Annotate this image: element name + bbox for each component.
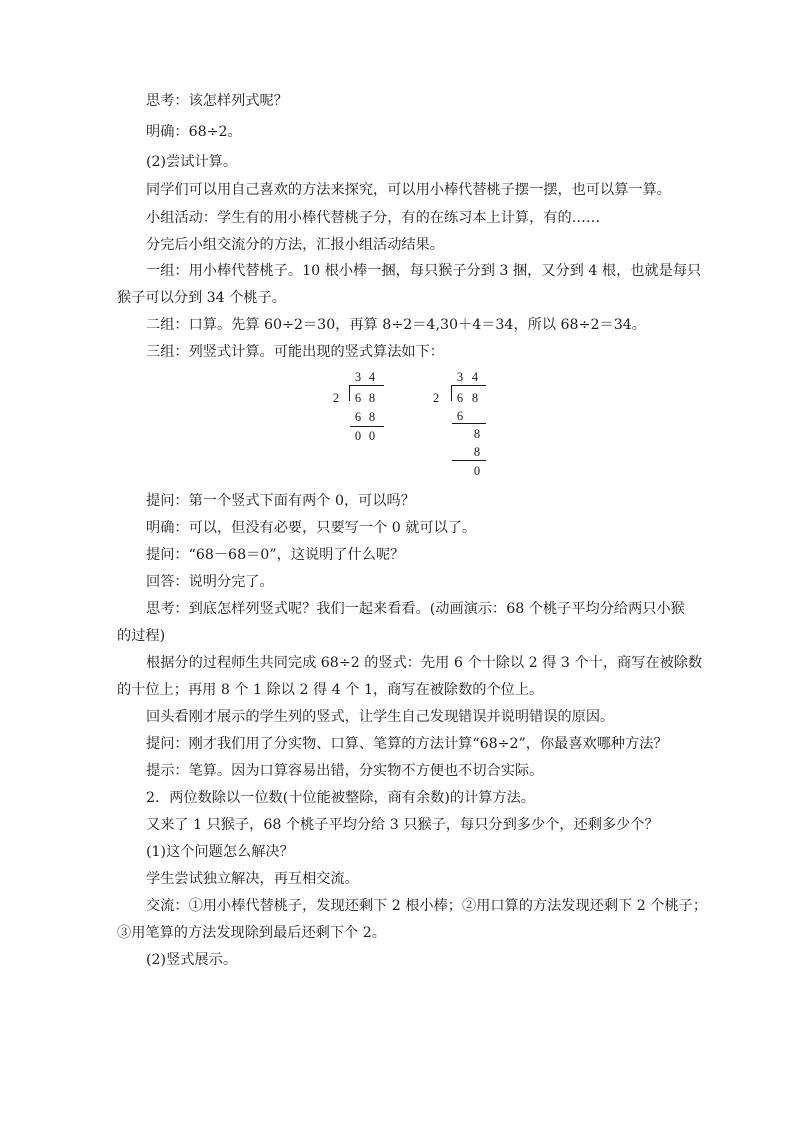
subtraction-line xyxy=(452,460,486,461)
partial-product-digit: 6 xyxy=(456,409,464,423)
paragraph: ③用笔算的方法发现除到最后还剩下个 2。 xyxy=(117,925,386,941)
section-heading: 2．两位数除以一位数(十位能被整除，商有余数)的计算方法。 xyxy=(146,790,535,806)
remainder-digit: 0 xyxy=(368,429,376,443)
long-division-1 xyxy=(330,368,400,448)
partial-product-digit: 8 xyxy=(473,445,481,459)
paragraph: 分完后小组交流分的方法，汇报小组活动结果。 xyxy=(146,237,444,253)
paragraph: 提问：第一个竖式下面有两个 0，可以吗？ xyxy=(146,493,415,509)
paragraph: 的过程) xyxy=(117,628,166,644)
division-bracket xyxy=(349,385,350,401)
quotient-digit: 3 xyxy=(354,370,362,384)
carried-digit: 8 xyxy=(473,427,481,441)
quotient-digit: 4 xyxy=(368,370,376,384)
divisor: 2 xyxy=(432,391,440,405)
paragraph: 提问：刚才我们用了分实物、口算、笔算的方法计算“68÷2”，你最喜欢哪种方法？ xyxy=(146,736,668,752)
paragraph: 回答：说明分完了。 xyxy=(146,574,274,590)
paragraph: 又来了 1 只猴子，68 个桃子平均分给 3 只猴子，每只分到多少个，还剩多少个？ xyxy=(146,817,659,833)
subtraction-line xyxy=(452,423,486,424)
quotient-digit: 3 xyxy=(456,370,464,384)
division-bracket xyxy=(451,385,452,401)
paragraph: (2)尝试计算。 xyxy=(146,154,238,170)
dividend-digit: 8 xyxy=(368,391,376,405)
dividend-digit: 8 xyxy=(471,391,479,405)
paragraph: (1)这个问题怎么解决？ xyxy=(146,844,294,860)
product-digit: 8 xyxy=(368,410,376,424)
dividend-digit: 6 xyxy=(456,391,464,405)
paragraph: 提问：“68－68＝0”，这说明了什么呢？ xyxy=(146,547,405,563)
paragraph: 学生尝试独立解决，再互相交流。 xyxy=(146,871,359,887)
paragraph: 的十位上；再用 8 个 1 除以 2 得 4 个 1，商写在被除数的个位上。 xyxy=(117,682,544,698)
division-bar xyxy=(452,385,486,386)
product-digit: 6 xyxy=(354,410,362,424)
remainder-digit: 0 xyxy=(354,429,362,443)
paragraph: 根据分的过程师生共同完成 68÷2 的竖式：先用 6 个十除以 2 得 3 个十，商写在被除数 xyxy=(146,655,703,671)
paragraph: 思考：到底怎样列竖式呢？我们一起来看看。(动画演示：68 个桃子平均分给两只小猴 xyxy=(146,601,685,617)
subtraction-line xyxy=(350,426,384,427)
remainder-digit: 0 xyxy=(473,464,481,478)
paragraph: 猴子可以分到 34 个桃子。 xyxy=(117,290,286,306)
divisor: 2 xyxy=(332,391,340,405)
quotient-digit: 4 xyxy=(471,370,479,384)
paragraph: 明确：68÷2。 xyxy=(146,124,242,140)
paragraph: 同学们可以用自己喜欢的方法来探究，可以用小棒代替桃子摆一摆，也可以算一算。 xyxy=(146,182,671,198)
paragraph: 交流：①用小棒代替桃子，发现还剩下 2 根小棒；②用口算的方法发现还剩下 2 个桃子； xyxy=(146,898,708,914)
paragraph: (2)竖式展示。 xyxy=(146,952,238,968)
paragraph: 提示：笔算。因为口算容易出错，分实物不方便也不切合实际。 xyxy=(146,763,544,779)
paragraph: 回头看刚才展示的学生列的竖式，让学生自己发现错误并说明错误的原因。 xyxy=(146,709,615,725)
paragraph: 思考：该怎样列式呢？ xyxy=(146,93,288,109)
paragraph: 三组：列竖式计算。可能出现的竖式算法如下： xyxy=(146,344,444,360)
division-bar xyxy=(350,385,384,386)
paragraph: 明确：可以，但没有必要，只要写一个 0 就可以了。 xyxy=(146,520,477,536)
paragraph: 小组活动：学生有的用小棒代替桃子分，有的在练习本上计算，有的…… xyxy=(146,210,601,226)
dividend-digit: 6 xyxy=(354,391,362,405)
paragraph: 一组：用小棒代替桃子。10 根小棒一捆，每只猴子分到 3 捆，又分到 4 根，也就是每只 xyxy=(146,263,702,279)
paragraph: 二组：口算。先算 60÷2＝30，再算 8÷2＝4,30＋4＝34，所以 68÷2＝34。 xyxy=(146,317,646,333)
long-division-2 xyxy=(430,368,500,480)
